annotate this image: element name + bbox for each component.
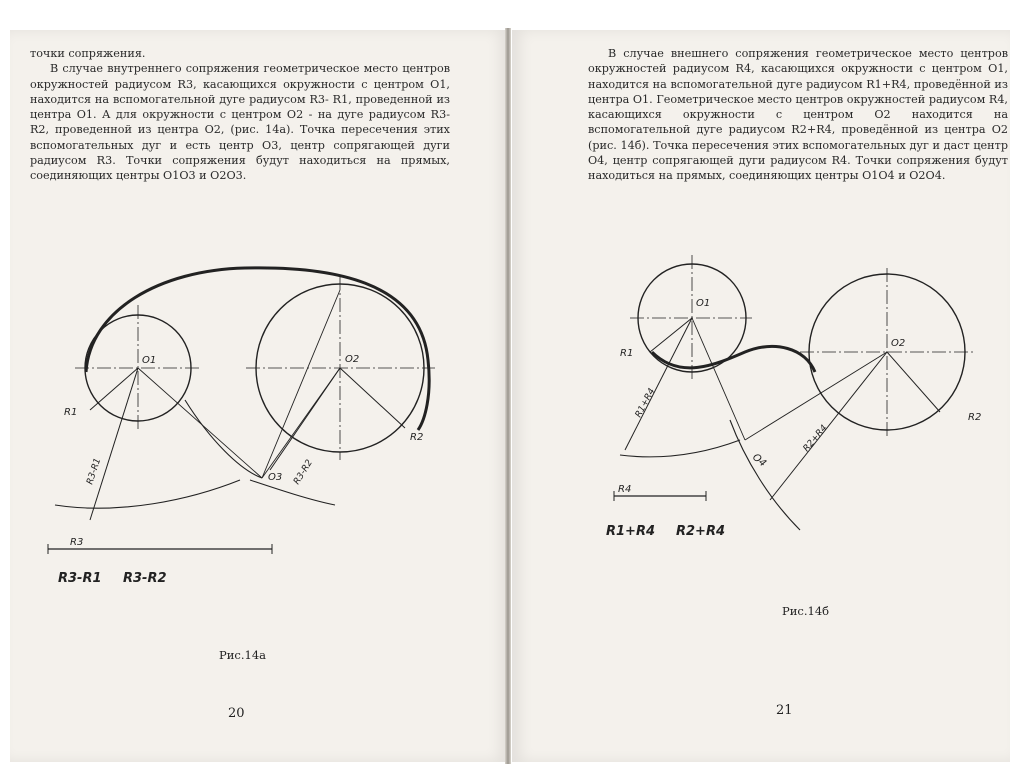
label-r2-right: R2 xyxy=(968,412,982,423)
label-r3-minus-r2-line: R3-R2 xyxy=(292,458,315,487)
page-number-left: 20 xyxy=(228,706,245,721)
radius-line-r2-plus-r4 xyxy=(770,352,887,500)
caption-fig-14b: Рис.14б xyxy=(782,604,830,618)
radius-line-r1-b xyxy=(650,318,692,352)
label-r3-minus-r1-line: R3-R1 xyxy=(85,456,104,486)
label-r1-plus-r4-line: R1+R4 xyxy=(633,386,658,420)
label-o1-left: O1 xyxy=(142,355,157,366)
aux-arc-r3-r2 xyxy=(250,480,335,505)
aux-arc-r1-plus-r4 xyxy=(620,440,740,457)
left-paragraph: В случае внутреннего сопряжения геометрическое место центров окружностей радиусом R3, касающихся окружности с центром O1, находится на вспомогательной дуге радиусом R3- R1, проведенной из центра O1. А для окружности с центром O2 - на дуге радиусом R3- R2, проведенной из центра O2, (рис. 14а). Точка пересечения этих вспомогательных дуг и есть центр O3, центр сопрягающей дуги радиусом R3. Точки сопряжения будут находиться на прямых, соединяющих центры O1O3 и O2O3. xyxy=(30,62,450,183)
aux-arc-r3-r1 xyxy=(55,480,240,508)
caption-fig-14a: Рис.14а xyxy=(219,648,266,662)
right-paragraph: В случае внешнего сопряжения геометрическое место центров окружностей радиусом R4, касающихся окружности с центром O1, находится на вспомогательной дуге радиусом R1+R4, проведённой из центра O1. Геометрическое место центров окружностей радиусом R4, касающихся окружности с центром O2 находится на вспомогательной дуге радиусом R2+R4, проведённой из центра O2 (рис. 14б). Точка пересечения этих вспомогательных дуг и даст центр O4, центр сопрягающей дуги радиусом R4. Точки сопряжения будут находиться на прямых, соединяющих центры O1O4 и O2O4. xyxy=(588,47,1008,183)
label-o2-right: O2 xyxy=(891,338,906,349)
label-r2-left: R2 xyxy=(410,432,424,443)
aux-arc-secondary xyxy=(185,400,262,478)
figure-14a xyxy=(48,268,435,554)
label-o3: O3 xyxy=(268,472,283,483)
label-o1-right: O1 xyxy=(696,298,711,309)
radius-line-r2 xyxy=(340,368,405,428)
label-r1-left: R1 xyxy=(64,407,78,418)
legend-r1-plus-r4: R1+R4 xyxy=(606,524,656,539)
page-number-right: 21 xyxy=(776,703,793,718)
center-line-o1-o3 xyxy=(138,368,262,478)
label-o2-left: O2 xyxy=(345,354,360,365)
left-first-line: точки сопряжения. xyxy=(30,47,146,60)
legend-r3-minus-r1: R3-R1 xyxy=(58,571,102,586)
legend-r2-plus-r4: R2+R4 xyxy=(676,524,726,539)
label-o4: O4 xyxy=(750,451,769,470)
radius-line-r1 xyxy=(90,368,138,410)
figure-14b xyxy=(614,255,975,530)
radius-line-r2-b xyxy=(887,352,940,412)
center-line-o1-o4 xyxy=(692,318,745,440)
radius-line-r3-r1 xyxy=(90,368,138,520)
legend-r3-minus-r2: R3-R2 xyxy=(123,571,167,586)
conjugate-arc-r4 xyxy=(652,346,815,372)
label-r3: R3 xyxy=(70,537,84,548)
label-r2-plus-r4-line: R2+R4 xyxy=(801,423,830,454)
label-r4: R4 xyxy=(618,484,632,495)
radius-line-r1-plus-r4 xyxy=(625,318,692,450)
label-r1-right: R1 xyxy=(620,348,634,359)
